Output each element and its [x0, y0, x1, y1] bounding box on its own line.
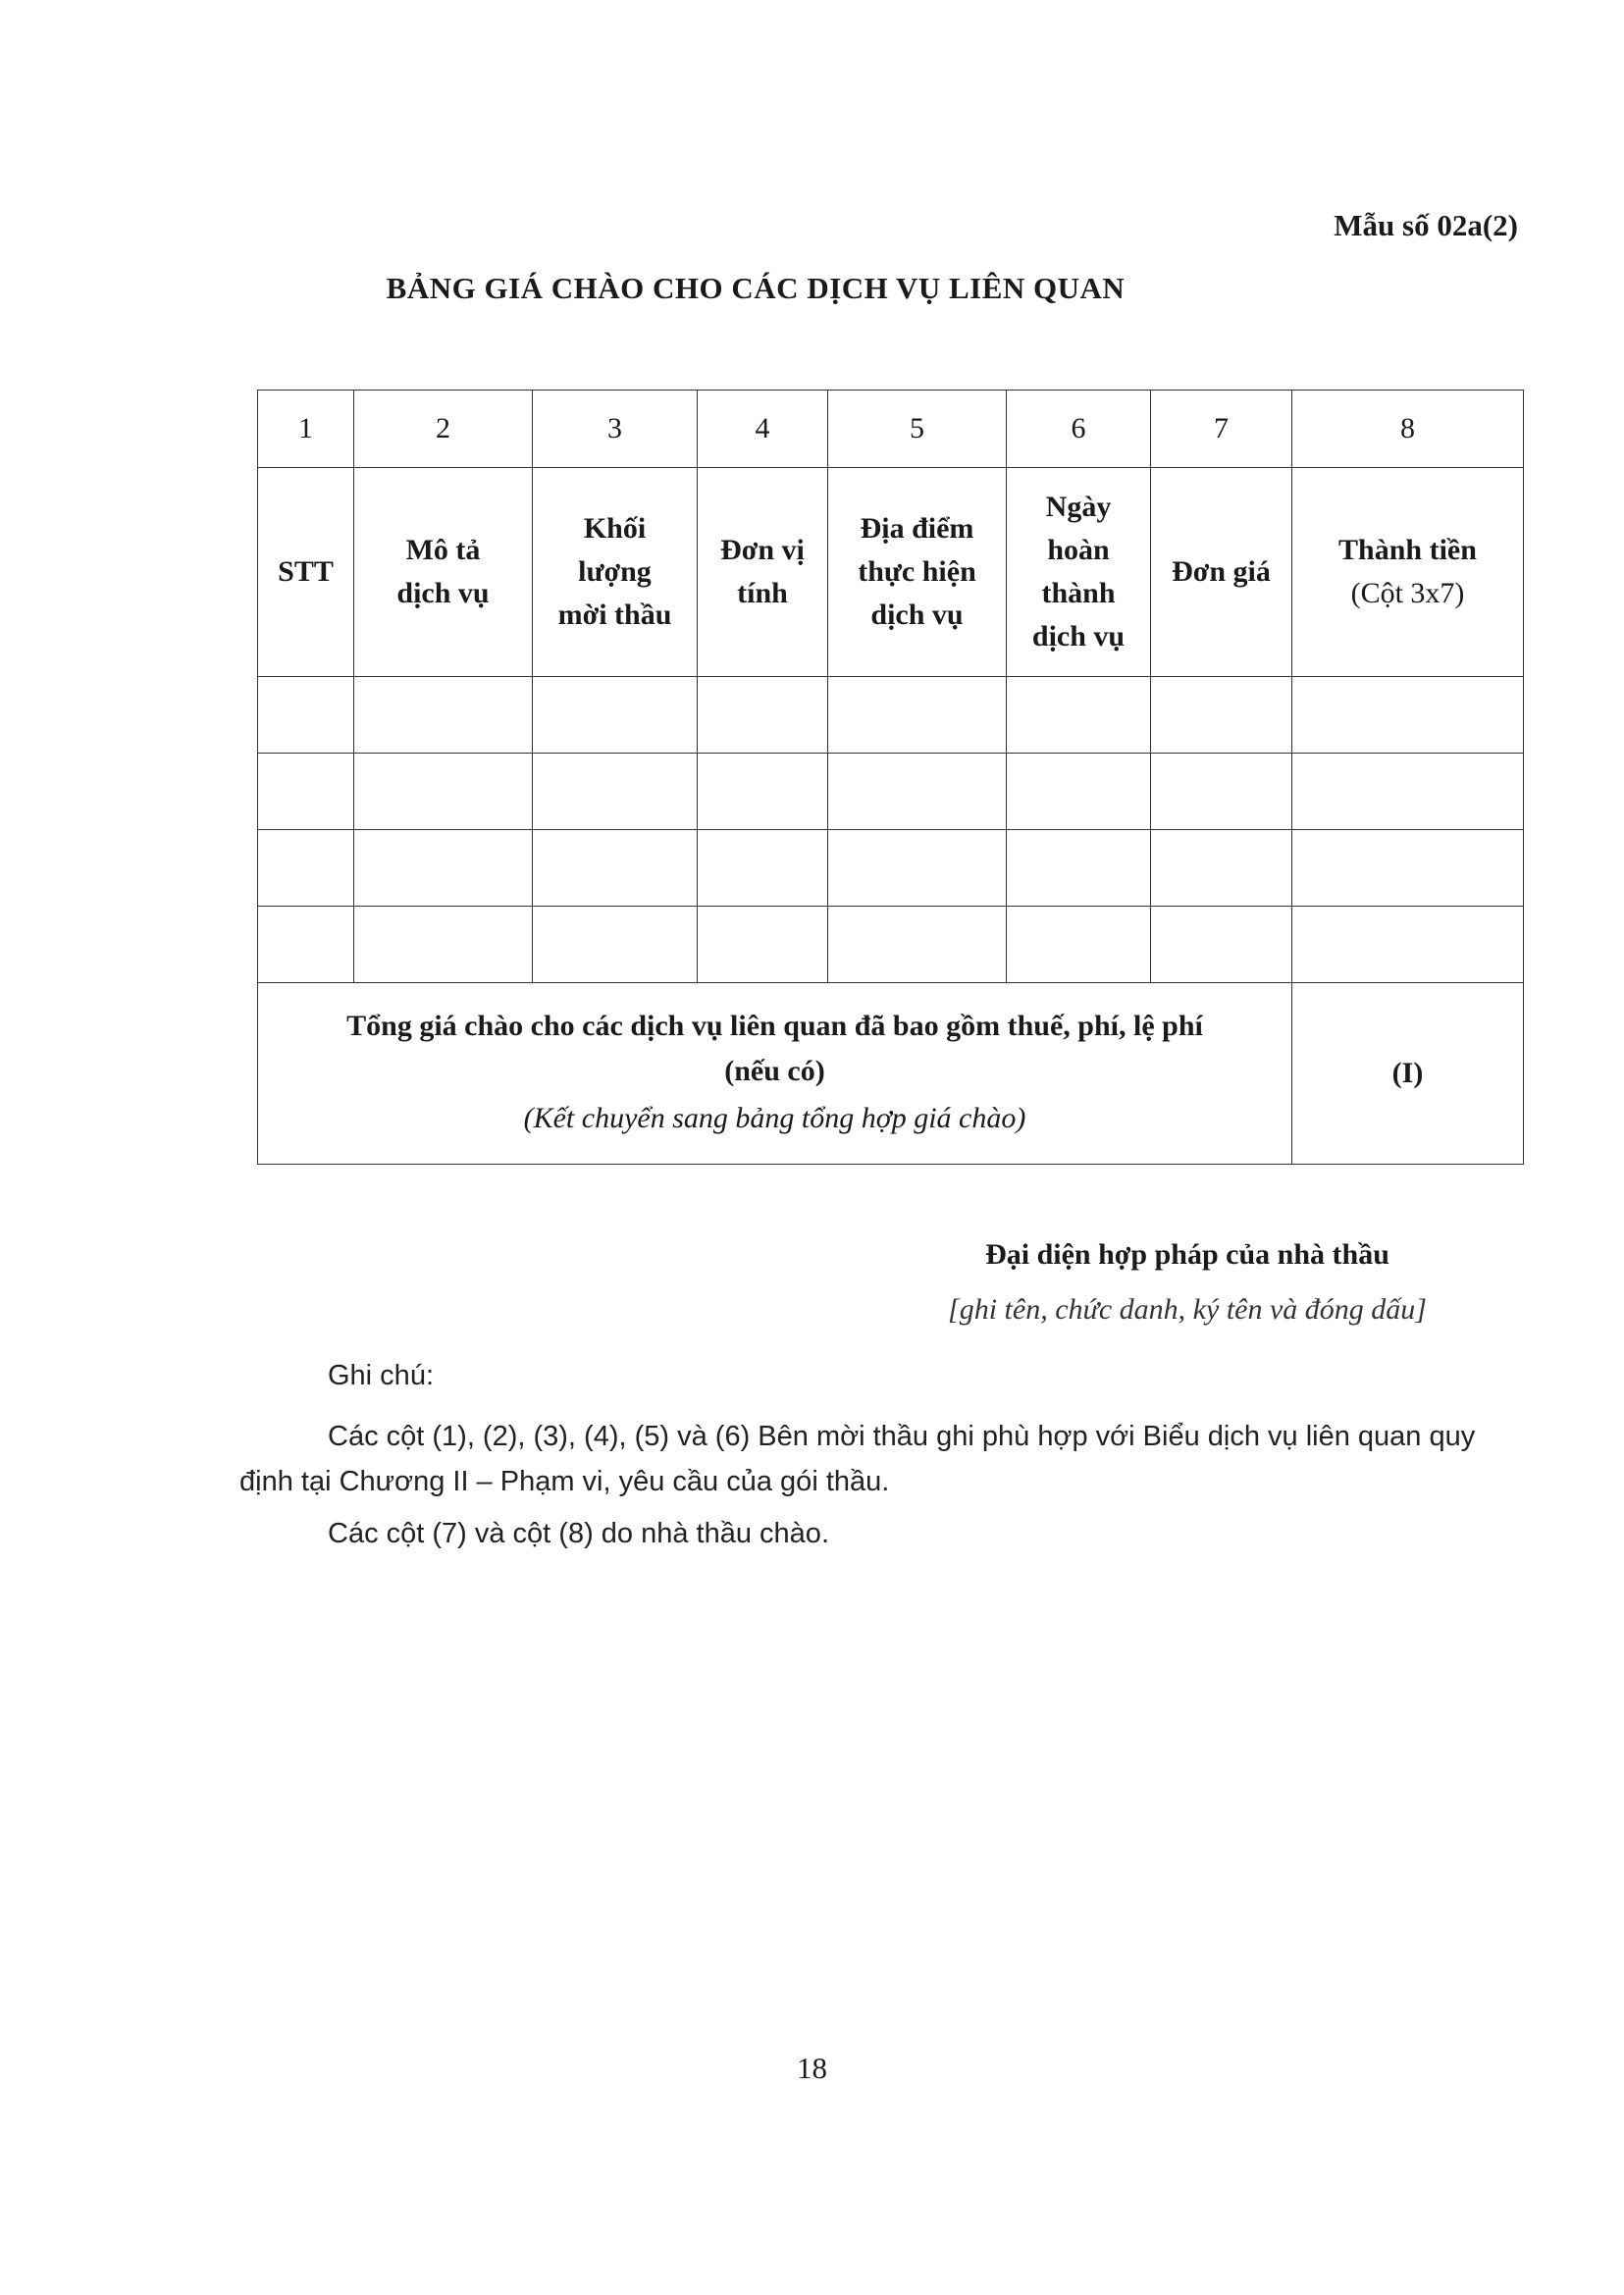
signature-hint: [ghi tên, chức danh, ký tên và đóng dấu]	[948, 1293, 1427, 1326]
signature-title: Đại diện hợp pháp của nhà thầu	[985, 1238, 1389, 1271]
header-line: STT	[278, 555, 334, 588]
header-line: tính	[737, 577, 788, 609]
table-row	[258, 907, 1524, 983]
signature-block	[873, 1238, 1501, 1327]
column-number: 4	[698, 391, 828, 468]
header-line: Khối	[583, 512, 647, 545]
empty-cell	[258, 754, 354, 830]
header-completion-date	[1007, 468, 1151, 677]
header-line: thực hiện	[858, 555, 976, 588]
column-number: 3	[533, 391, 698, 468]
header-location	[828, 468, 1007, 677]
header-amount	[1292, 468, 1524, 677]
empty-cell	[354, 907, 533, 983]
empty-cell	[698, 830, 828, 907]
empty-cell	[1151, 830, 1292, 907]
total-label: Tổng giá chào cho các dịch vụ liên quan đã bao gồm thuế, phí, lệ phí	[346, 1010, 1203, 1042]
header-line: dịch vụ	[1031, 620, 1126, 652]
empty-cell	[1151, 907, 1292, 983]
empty-cell	[828, 754, 1007, 830]
total-row	[258, 983, 1524, 1165]
empty-cell	[354, 754, 533, 830]
empty-cell	[258, 830, 354, 907]
empty-cell	[828, 677, 1007, 754]
header-line: dịch vụ	[870, 599, 964, 631]
empty-cell	[828, 830, 1007, 907]
header-line: Đơn giá	[1172, 555, 1271, 588]
empty-cell	[258, 907, 354, 983]
empty-cell	[354, 830, 533, 907]
notes-section	[239, 1360, 1515, 1550]
notes-heading: Ghi chú:	[328, 1360, 434, 1391]
empty-cell	[698, 677, 828, 754]
header-unit-price	[1151, 468, 1292, 677]
column-number: 5	[828, 391, 1007, 468]
column-number: 8	[1292, 391, 1524, 468]
header-service-description	[354, 468, 533, 677]
empty-cell	[1007, 830, 1151, 907]
empty-cell	[1007, 907, 1151, 983]
header-quantity	[533, 468, 698, 677]
header-unit	[698, 468, 828, 677]
empty-cell	[1292, 754, 1524, 830]
note-paragraph: Các cột (7) và cột (8) do nhà thầu chào.	[328, 1518, 829, 1549]
empty-cell	[698, 754, 828, 830]
empty-cell	[1007, 677, 1151, 754]
page-number: 18	[797, 2051, 827, 2085]
price-table	[257, 390, 1524, 1165]
empty-cell	[1292, 677, 1524, 754]
header-stt	[258, 468, 354, 677]
table-row	[258, 830, 1524, 907]
header-line: (Cột 3x7)	[1350, 577, 1465, 609]
empty-cell	[1151, 677, 1292, 754]
empty-cell	[533, 677, 698, 754]
header-line: thành	[1041, 577, 1116, 609]
header-line: Ngày	[1045, 491, 1112, 523]
empty-cell	[1007, 754, 1151, 830]
total-label-suffix: (nếu có)	[724, 1055, 825, 1087]
table-row	[258, 754, 1524, 830]
empty-cell	[533, 830, 698, 907]
total-label-cell	[258, 983, 1292, 1165]
empty-cell	[1292, 830, 1524, 907]
empty-cell	[533, 754, 698, 830]
total-value: (I)	[1292, 983, 1524, 1165]
column-number: 1	[258, 391, 354, 468]
empty-cell	[1292, 907, 1524, 983]
note-paragraph: Các cột (1), (2), (3), (4), (5) và (6) Bên mời thầu ghi phù hợp với Biểu dịch vụ liên quan quy định tại Chương II – Phạm vi, yêu cầu của gói thầu.	[239, 1421, 1476, 1497]
header-line: Đơn vị	[720, 534, 805, 566]
page-title: BẢNG GIÁ CHÀO CHO CÁC DỊCH VỤ LIÊN QUAN	[386, 271, 1126, 305]
total-note: (Kết chuyển sang bảng tổng hợp giá chào)	[523, 1102, 1026, 1134]
empty-cell	[828, 907, 1007, 983]
empty-cell	[258, 677, 354, 754]
empty-cell	[698, 907, 828, 983]
empty-cell	[354, 677, 533, 754]
header-line: Địa điểm	[860, 512, 974, 545]
header-line: hoàn	[1047, 534, 1110, 566]
column-number-row	[258, 391, 1524, 468]
table-row	[258, 677, 1524, 754]
header-line: lượng	[578, 555, 652, 588]
header-line: mời thầu	[557, 599, 672, 631]
header-line: dịch vụ	[396, 577, 490, 609]
empty-cell	[533, 907, 698, 983]
column-number: 7	[1151, 391, 1292, 468]
header-line: Thành tiền	[1338, 534, 1477, 566]
empty-cell	[1151, 754, 1292, 830]
form-code: Mẫu số 02a(2)	[1334, 208, 1518, 242]
header-line: Mô tả	[405, 534, 481, 566]
column-number: 2	[354, 391, 533, 468]
column-number: 6	[1007, 391, 1151, 468]
header-row	[258, 468, 1524, 677]
